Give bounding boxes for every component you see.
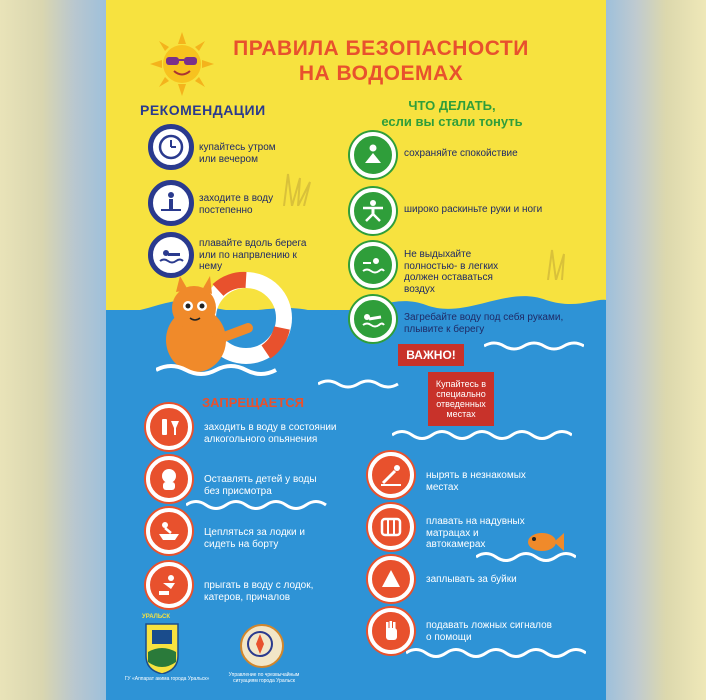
sun-icon — [150, 32, 214, 96]
wave-decoration-2 — [484, 340, 584, 352]
cat-with-lifebuoy-illustration — [156, 270, 296, 382]
rec-item-2-text: заходите в воду постепенно — [199, 193, 274, 216]
buoy-icon — [368, 556, 414, 602]
important-note: Купайтесь в специально отведенных местах — [428, 372, 494, 426]
drown-item-3-text: Не выдыхайте полностью- в легких должен оставаться воздух — [404, 249, 499, 295]
forbidden-left-3-text: Цепляться за лодки и сидеть на борту — [204, 527, 305, 550]
clock-icon — [148, 124, 194, 170]
drowning-heading-line-1: ЧТО ДЕЛАТЬ, — [408, 98, 496, 113]
boat-cling-icon — [146, 508, 192, 554]
grass-icon-right — [544, 244, 570, 280]
drown-item-1-text: сохраняйте спокойствие — [404, 148, 518, 159]
drown-item-2-text: широко раскиньте руки и ноги — [404, 204, 543, 215]
city-emblem-icon — [144, 622, 180, 674]
dive-from-pier-icon — [146, 562, 192, 608]
wave-decoration-1 — [318, 378, 408, 390]
diving-icon — [368, 452, 414, 498]
rec-item-1-text: купайтесь утром или вечером — [199, 142, 276, 165]
swim-to-shore-icon — [350, 296, 396, 342]
title-line-1: ПРАВИЛА БЕЗОПАСНОСТИ — [233, 37, 529, 60]
wading-person-icon — [148, 180, 194, 226]
air-mattress-icon — [368, 504, 414, 550]
wave-decoration-6 — [406, 646, 586, 660]
recommendations-heading: РЕКОМЕНДАЦИИ — [140, 102, 266, 118]
forbidden-right-1-text: нырять в незнакомых местах — [426, 470, 526, 493]
rec-item-3-text: плавайте вдоль берега или по напрвлению к нему — [199, 238, 307, 272]
background-blur-right — [606, 0, 706, 700]
spread-limbs-icon — [350, 188, 396, 234]
forbidden-right-3-text: заплывать за буйки — [426, 574, 517, 585]
important-label: ВАЖНО! — [398, 344, 464, 366]
forbidden-right-2-text: плавать на надувных матрацах и автокамерах — [426, 516, 525, 550]
forbidden-left-4-text: прыгать в воду с лодок, катеров, причалов — [204, 580, 314, 603]
title-line-2: НА ВОДОЕМАХ — [298, 62, 464, 85]
forbidden-left-1-text: заходить в воду в состоянии алкогольного опьянения — [204, 422, 337, 445]
forbidden-right-4-text: подавать ложных сигналов о помощи — [426, 620, 552, 643]
drown-item-4-text: Загребайте воду под себя руками, плывите к берегу — [404, 312, 564, 335]
grass-icon — [278, 168, 314, 206]
wave-decoration-4 — [186, 498, 336, 512]
drowning-heading-line-2: если вы стали тонуть — [381, 114, 523, 129]
alcohol-icon — [146, 404, 192, 450]
logo1-caption: ГУ «Аппарат акима города Уральск» — [124, 676, 210, 682]
background-blur-left — [0, 0, 106, 700]
breath-icon — [350, 242, 396, 288]
forbidden-heading: ЗАПРЕЩАЕТСЯ — [202, 395, 305, 410]
city-label: УРАЛЬСК — [142, 614, 170, 620]
emergency-service-emblem-icon — [240, 624, 284, 668]
forbidden-left-2-text: Оставлять детей у воды без присмотра — [204, 474, 317, 497]
poster-title — [216, 36, 546, 86]
drowning-heading — [342, 98, 562, 130]
fish-illustration — [524, 528, 564, 556]
child-icon — [146, 456, 192, 502]
logo2-caption: Управление по чрезвычайным ситуациям города Уральск — [228, 672, 300, 684]
safety-poster — [106, 0, 606, 700]
wave-decoration-3 — [392, 428, 572, 442]
calm-person-icon — [350, 132, 396, 178]
hand-signal-icon — [368, 608, 414, 654]
